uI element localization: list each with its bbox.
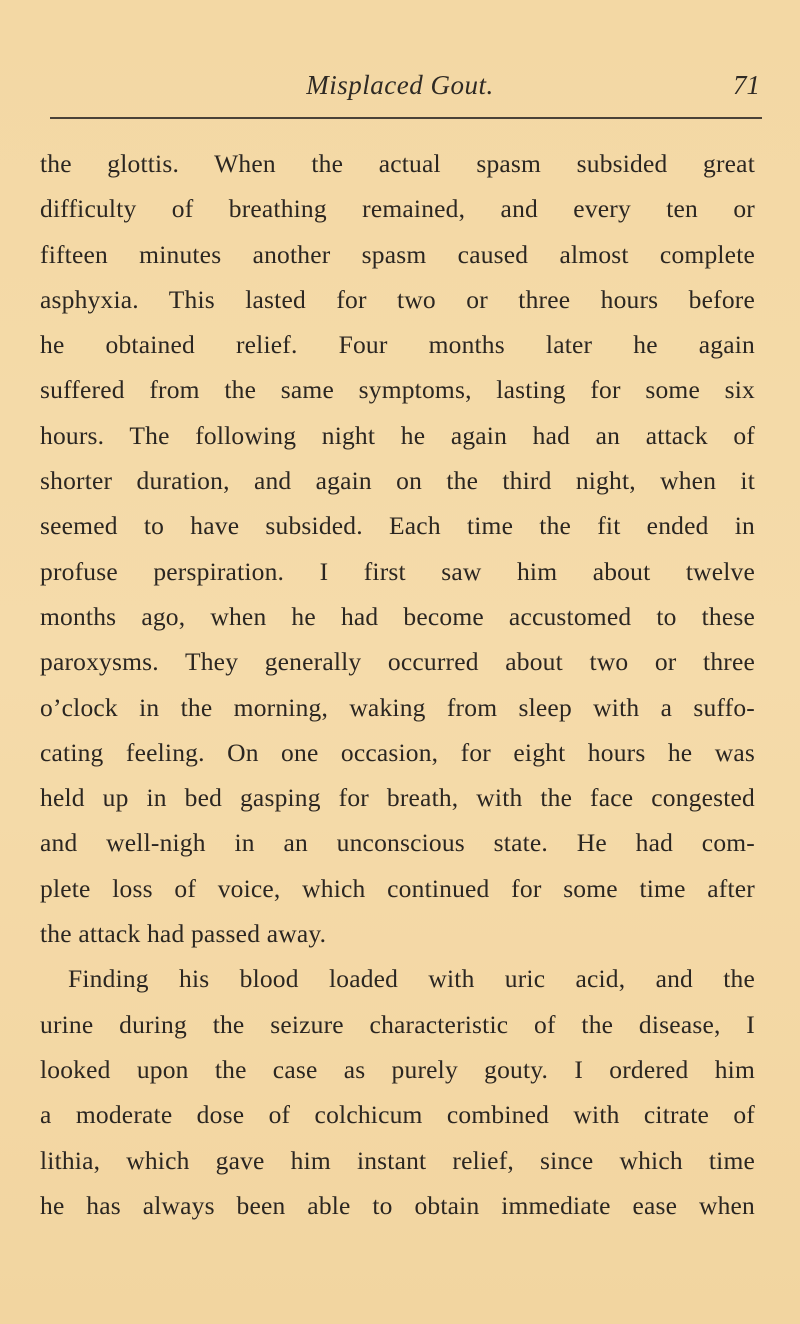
text-line: looked upon the case as purely gouty. I ordered him xyxy=(40,1054,755,1084)
text-line: asphyxia. This lasted for two or three hours before xyxy=(40,284,755,314)
text-line: lithia, which gave him instant relief, since which time xyxy=(40,1145,755,1175)
text-line: a moderate dose of colchicum combined with citrate of xyxy=(40,1100,755,1130)
text-line: the glottis. When the actual spasm subsided great xyxy=(40,149,755,178)
text-line: hours. The following night he again had an attack of xyxy=(40,420,755,450)
text-line: months ago, when he had become accustomed to these xyxy=(40,601,755,631)
running-head-title: Misplaced Gout. xyxy=(306,70,494,100)
text-line: profuse perspiration. I first saw him about twelve xyxy=(40,556,755,586)
text-line: fifteen minutes another spasm caused almost complete xyxy=(40,239,755,269)
text-line: held up in bed gasping for breath, with the face congested xyxy=(40,783,755,813)
text-line: paroxysms. They generally occurred about two or three xyxy=(40,647,755,677)
text-line: suffered from the same symptoms, lasting for some six xyxy=(40,375,755,405)
body-text xyxy=(40,141,755,1228)
running-head xyxy=(40,70,760,110)
text-line: shorter duration, and again on the third night, when it xyxy=(40,466,755,496)
text-line: plete loss of voice, which continued for some time after xyxy=(40,873,755,903)
text-line: he obtained relief. Four months later he again xyxy=(40,330,755,360)
header-rule xyxy=(50,117,762,119)
text-line: urine during the seizure characteristic of the disease, I xyxy=(40,1009,755,1039)
text-line: and well-nigh in an unconscious state. He had com- xyxy=(40,828,755,858)
text-line: seemed to have subsided. Each time the fit ended in xyxy=(40,511,755,541)
text-line: he has always been able to obtain immediate ease when xyxy=(40,1190,755,1220)
paragraph-end-line: the attack had passed away. xyxy=(40,919,327,949)
paragraph-start-line: Finding his blood loaded with uric acid, and the xyxy=(68,964,755,994)
text-line: difficulty of breathing remained, and every ten or xyxy=(40,194,755,224)
text-line: o’clock in the morning, waking from sleep with a suffo- xyxy=(40,692,755,722)
page-number: 71 xyxy=(733,70,760,100)
text-line: cating feeling. On one occasion, for eight hours he was xyxy=(40,737,755,767)
